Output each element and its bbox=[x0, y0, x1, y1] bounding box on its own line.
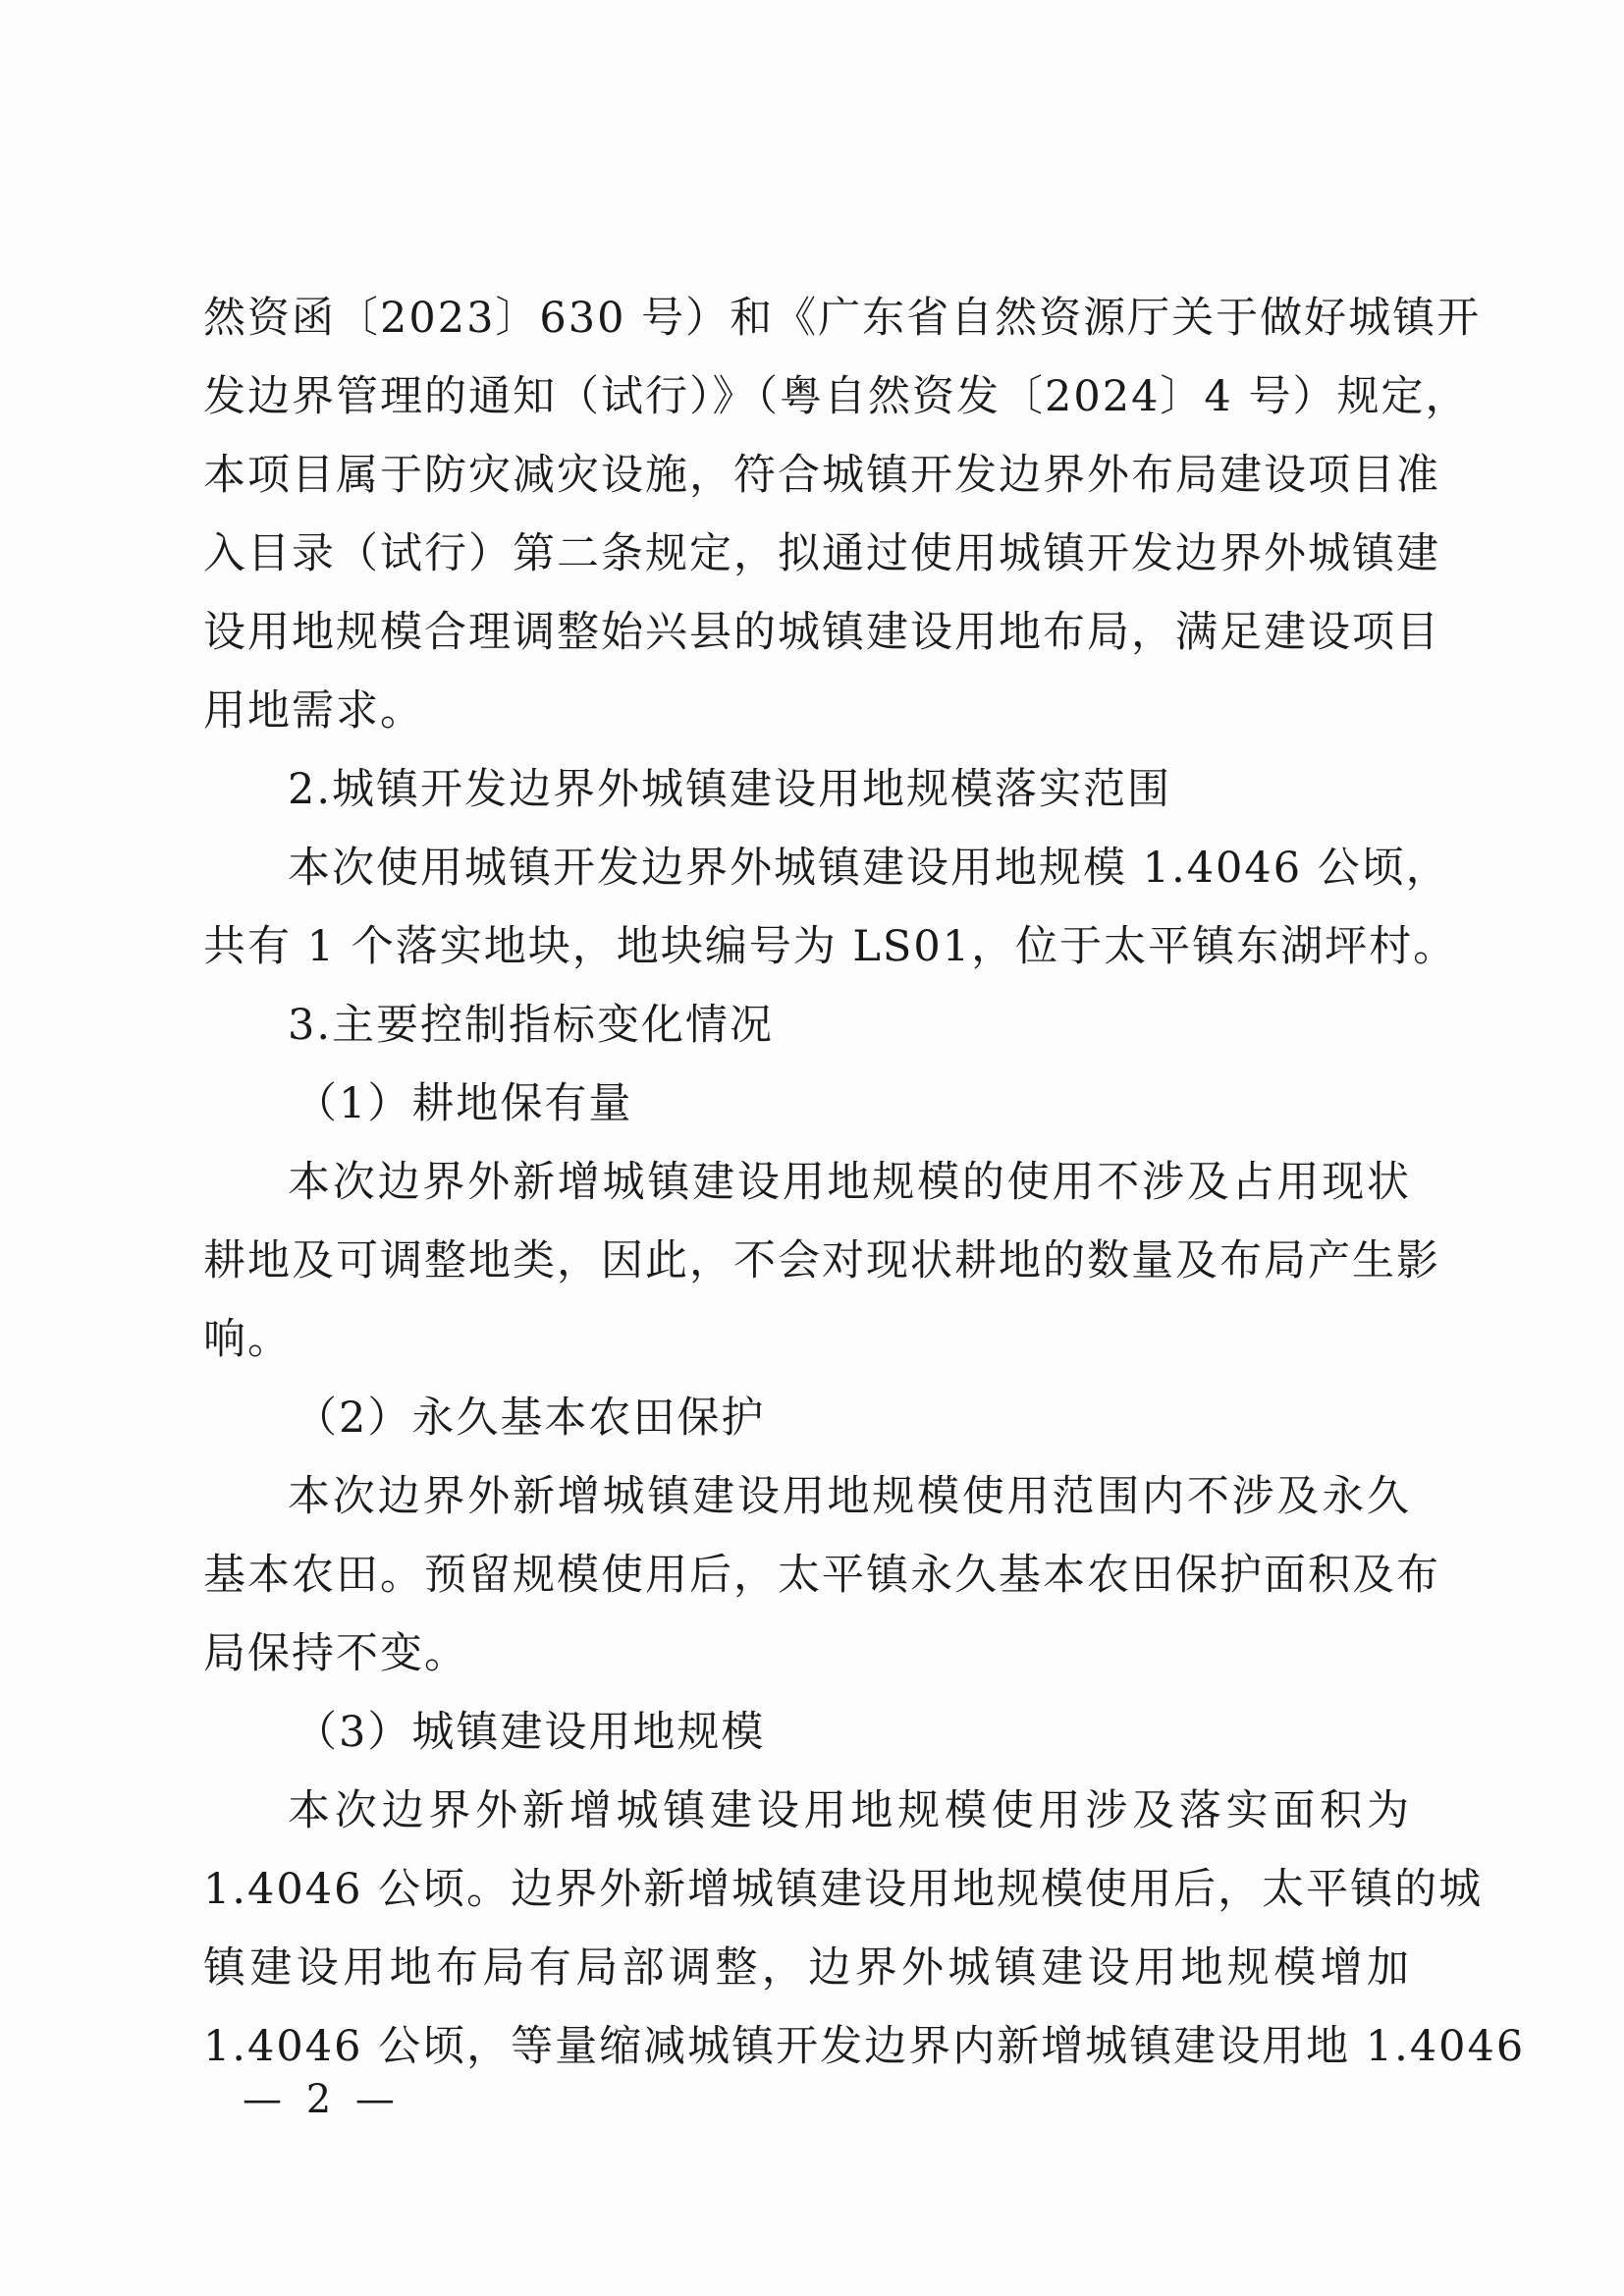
body-line-21: 1.4046 公顷。边界外新增城镇建设用地规模使用后，太平镇的城 bbox=[203, 1865, 1484, 1914]
body-line-5: 设用地规模合理调整始兴县的城镇建设用地布局，满足建设项目 bbox=[203, 608, 1440, 657]
page-number: — 2 — bbox=[243, 2077, 401, 2122]
body-line-13: 耕地及可调整地类，因此，不会对现状耕地的数量及布局产生影 bbox=[203, 1236, 1440, 1285]
body-line-14: 响。 bbox=[203, 1315, 292, 1364]
body-line-9: 共有 1 个落实地块，地块编号为 LS01，位于太平镇东湖坪村。 bbox=[203, 922, 1458, 971]
body-line-4: 入目录（试行）第二条规定，拟通过使用城镇开发边界外城镇建 bbox=[203, 529, 1440, 578]
body-line-2: 发边界管理的通知（试行）》（粤自然资发〔2024〕4 号）规定， bbox=[203, 372, 1470, 421]
body-line-6: 用地需求。 bbox=[203, 686, 424, 736]
subheading-2: （2）永久基本农田保护 bbox=[295, 1394, 766, 1443]
section-heading-2: 2.城镇开发边界外城镇建设用地规模落实范围 bbox=[288, 765, 1172, 814]
subheading-3: （3）城镇建设用地规模 bbox=[295, 1708, 766, 1757]
body-line-22: 镇建设用地布局有局部调整，边界外城镇建设用地规模增加 bbox=[203, 1943, 1411, 1993]
body-line-12: 本次边界外新增城镇建设用地规模的使用不涉及占用现状 bbox=[288, 1158, 1411, 1207]
body-line-23: 1.4046 公顷，等量缩减城镇开发边界内新增城镇建设用地 1.4046 bbox=[203, 2022, 1526, 2071]
section-heading-3: 3.主要控制指标变化情况 bbox=[288, 1001, 775, 1050]
body-line-3: 本项目属于防灾减灾设施，符合城镇开发边界外布局建设项目准 bbox=[203, 451, 1440, 500]
subheading-1: （1）耕地保有量 bbox=[295, 1079, 633, 1128]
body-line-20: 本次边界外新增城镇建设用地规模使用涉及落实面积为 bbox=[288, 1786, 1411, 1835]
body-line-17: 基本农田。预留规模使用后，太平镇永久基本农田保护面积及布 bbox=[203, 1551, 1440, 1600]
body-line-8: 本次使用城镇开发边界外城镇建设用地规模 1.4046 公顷， bbox=[288, 844, 1450, 893]
body-line-16: 本次边界外新增城镇建设用地规模使用范围内不涉及永久 bbox=[288, 1472, 1411, 1521]
body-line-1: 然资函〔2023〕630 号）和《广东省自然资源厅关于做好城镇开 bbox=[203, 294, 1482, 343]
body-line-18: 局保持不变。 bbox=[203, 1629, 468, 1678]
